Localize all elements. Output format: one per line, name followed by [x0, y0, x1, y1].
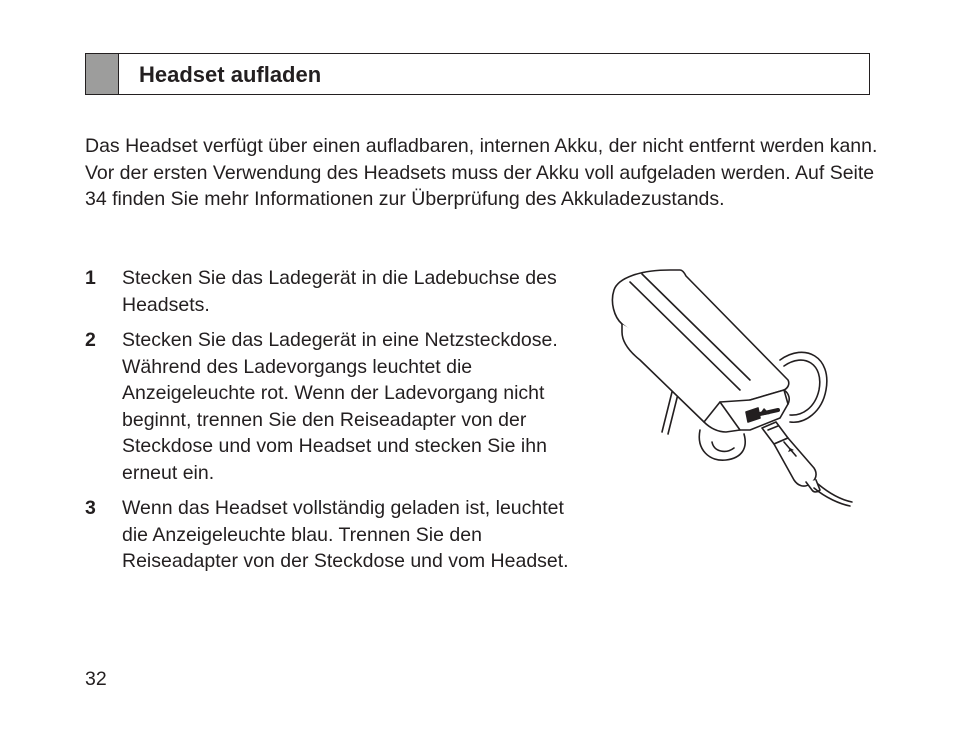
headset-charging-illustration: [600, 262, 860, 517]
step-number: 2: [85, 329, 96, 351]
step-1: [85, 265, 585, 318]
headset-icon: [600, 262, 860, 517]
intro-paragraph: Das Headset verfügt über einen aufladbaren, internen Akku, der nicht entfernt werden kann. Vor der ersten Verwendung des Headsets muss der Akku voll aufgeladen werden. Auf Seite 34 finden Sie mehr Informationen zur Überprüfung des Akkuladezustands.: [85, 135, 878, 210]
step-2: [85, 327, 585, 486]
section-marker: [86, 54, 119, 94]
step-text: Wenn das Headset vollständig geladen ist, leuchtet die Anzeigeleuchte blau. Trennen Sie den Reiseadapter von der Steckdose und vom Headset.: [122, 497, 569, 572]
step-text: Stecken Sie das Ladegerät in die Ladebuchse des Headsets.: [122, 267, 557, 316]
section-header: [85, 53, 870, 95]
step-number: 1: [85, 267, 96, 289]
step-3: [85, 495, 585, 575]
steps-list: [85, 265, 585, 584]
section-title: Headset aufladen: [139, 62, 322, 87]
step-text: Stecken Sie das Ladegerät in eine Netzsteckdose. Während des Ladevorgangs leuchtet die Anzeigeleuchte rot. Wenn der Ladevorgang nicht beginnt, trennen Sie den Reiseadapter von der Steckdose und vom Headset und stecken Sie ihn erneut ein.: [122, 329, 558, 484]
page-number: 32: [85, 668, 107, 690]
step-number: 3: [85, 497, 96, 519]
